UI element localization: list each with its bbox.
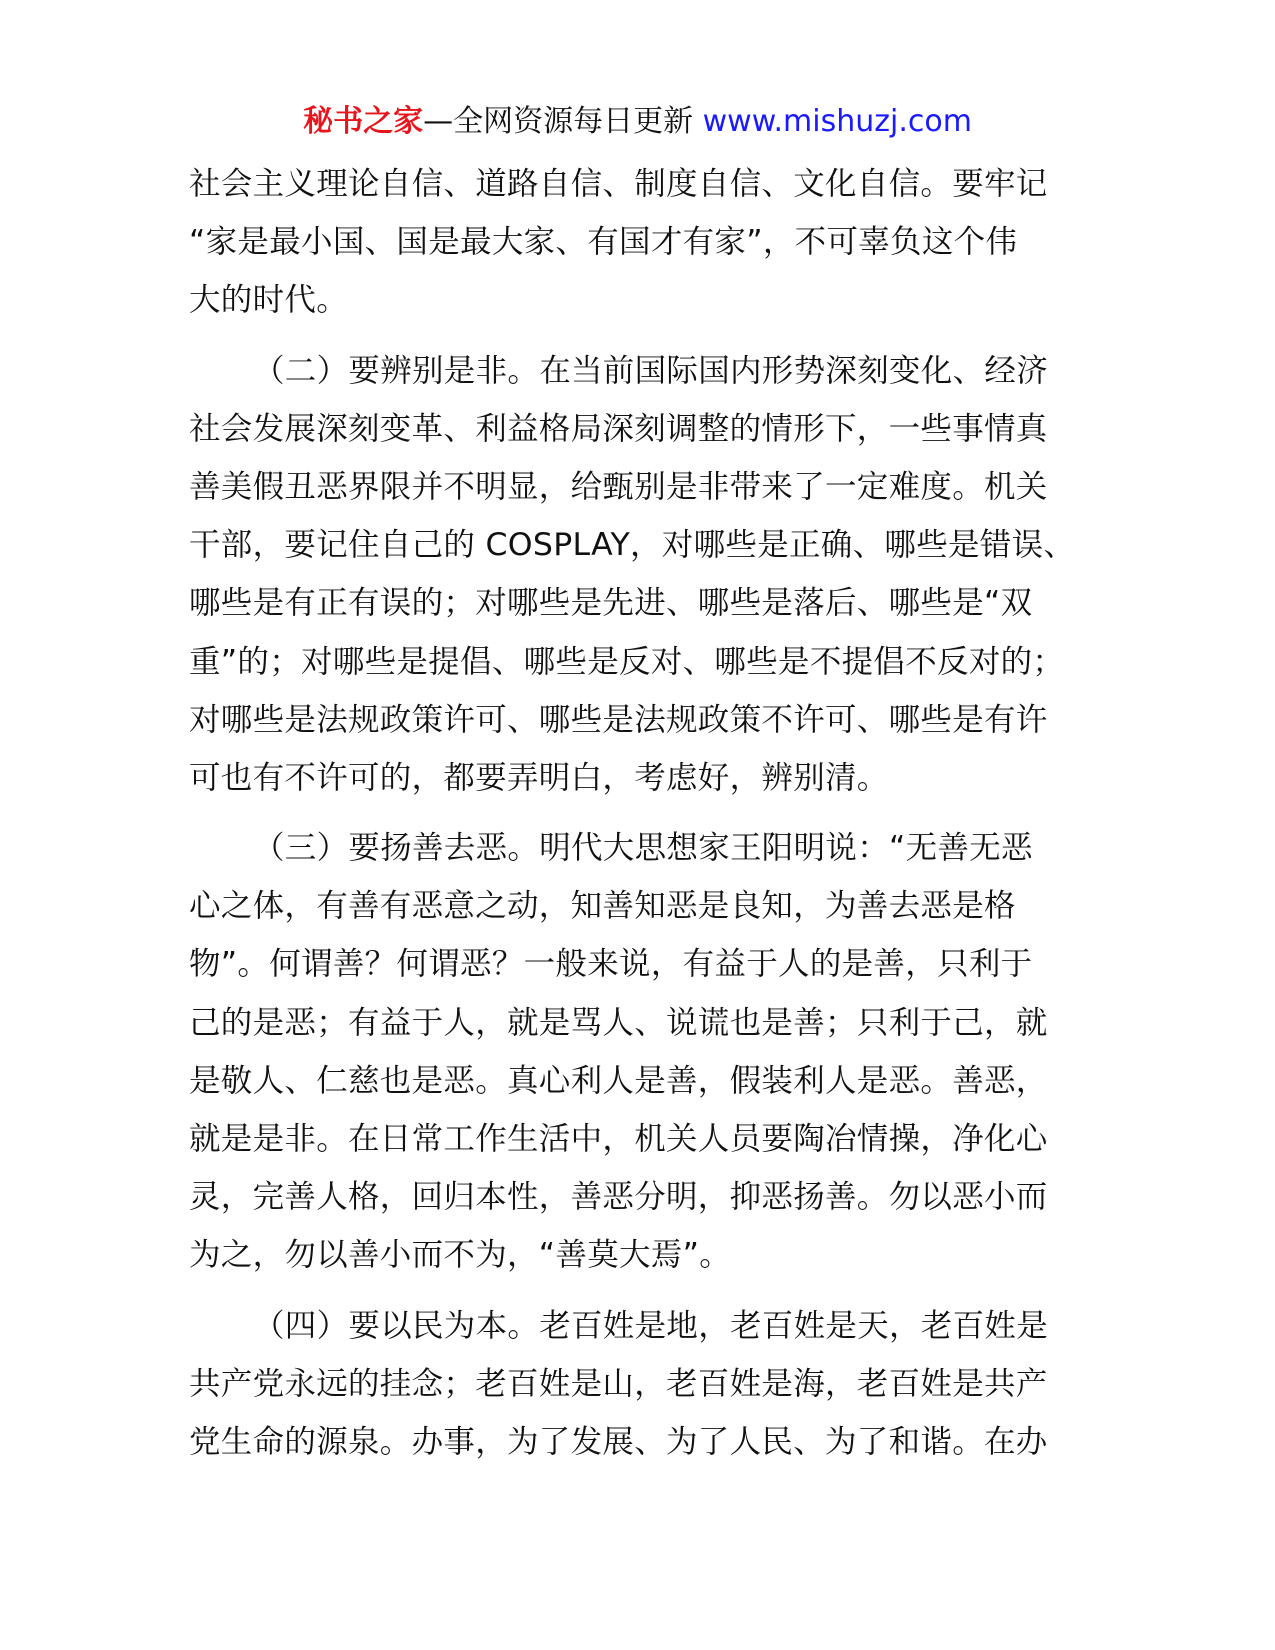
text-line: 就是是非。在日常工作生活中，机关人员要陶冶情操，净化心 (189, 1121, 1048, 1157)
text-line: 共产党永远的挂念；老百姓是山，老百姓是海，老百姓是共产 (189, 1365, 1048, 1402)
text-line: 对哪些是法规政策许可、哪些是法规政策不许可、哪些是有许 (189, 701, 1048, 738)
text-line: 物”。何谓善？何谓恶？一般来说，有益于人的是善，只利于 (189, 946, 1033, 983)
text-line: 社会发展深刻变革、利益格局深刻调整的情形下，一些事情真 (189, 410, 1048, 447)
text-line: 重”的；对哪些是提倡、哪些是反对、哪些是不提倡不反对的； (189, 643, 1065, 680)
text-line: 哪些是有正有误的；对哪些是先进、哪些是落后、哪些是“双 (189, 585, 1033, 622)
page-header (0, 102, 1275, 142)
text-line: （二）要辨别是非。在当前国际国内形势深刻变化、经济 (253, 352, 1049, 389)
text-line: 心之体，有善有恶意之动，知善知恶是良知，为善去恶是格 (189, 888, 1016, 925)
text-line: 善美假丑恶界限并不明显，给甄别是非带来了一定难度。机关 (189, 468, 1048, 505)
text-line: （四）要以民为本。老百姓是地，老百姓是天，老百姓是 (253, 1307, 1049, 1344)
site-url-link[interactable]: www.mishuzj.com (702, 104, 972, 139)
paragraph (189, 155, 1094, 330)
paragraph (189, 1297, 1094, 1472)
text-line: 党生命的源泉。办事，为了发展、为了人民、为了和谐。在办 (189, 1423, 1048, 1460)
text-line: 灵，完善人格，回归本性，善恶分明，抑恶扬善。勿以恶小而 (189, 1179, 1048, 1216)
text-line: 社会主义理论自信、道路自信、制度自信、文化自信。要牢记 (189, 166, 1048, 202)
brand-name: 秘书之家 (303, 104, 424, 139)
text-line: 为之，勿以善小而不为，“善莫大焉”。 (189, 1237, 732, 1274)
document-body (189, 155, 1094, 1471)
text-line: （三）要扬善去恶。明代大思想家王阳明说：“无善无恶 (253, 830, 1033, 867)
paragraph (189, 342, 1094, 808)
text-line: “家是最小国、国是最大家、有国才有家”，不可辜负这个伟 (189, 224, 1018, 261)
paragraph (189, 819, 1094, 1285)
text-line: 己的是恶；有益于人，就是骂人、说谎也是善；只利于己，就 (189, 1004, 1048, 1041)
text-line: 可也有不许可的，都要弄明白，考虑好，辨别清。 (189, 759, 889, 796)
header-tagline: —全网资源每日更新 (423, 104, 694, 139)
text-line: 大的时代。 (189, 282, 349, 319)
text-line: 干部，要记住自己的 COSPLAY，对哪些是正确、哪些是错误、 (189, 527, 1076, 564)
text-line: 是敬人、仁慈也是恶。真心利人是善，假装利人是恶。善恶， (189, 1062, 1048, 1099)
